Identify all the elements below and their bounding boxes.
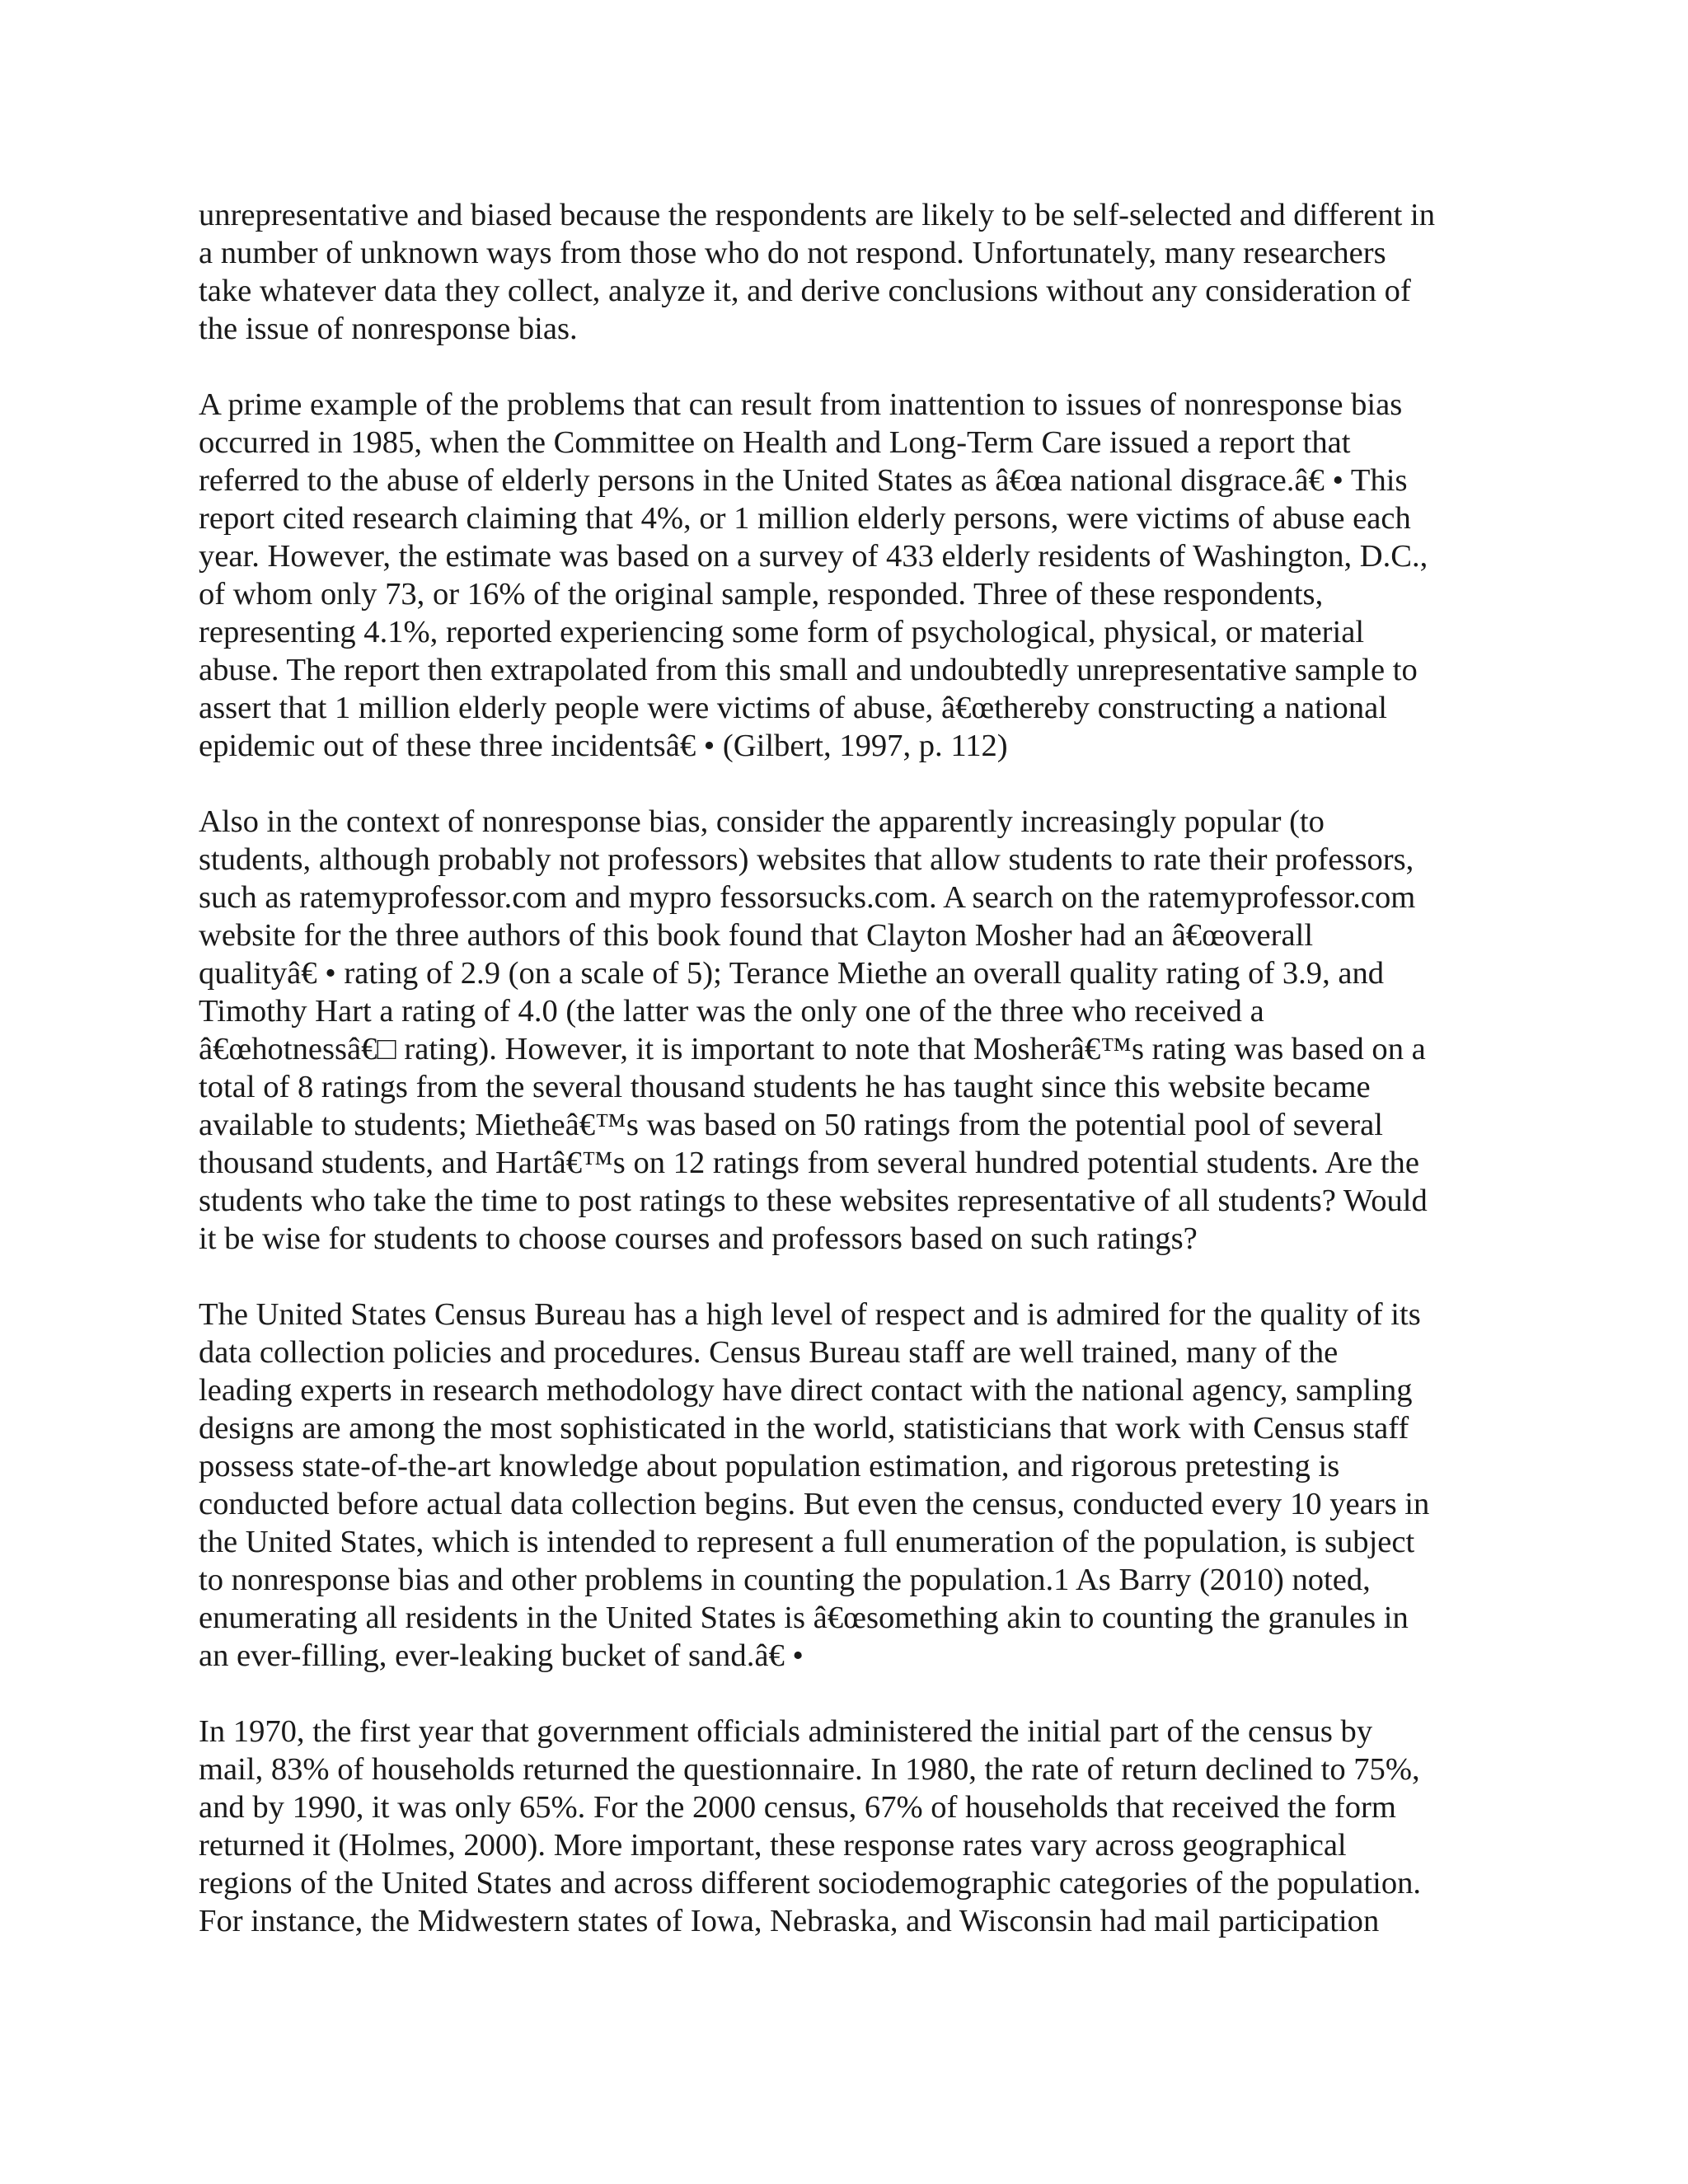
text-line: it be wise for students to choose courses and professors based on such ratings? [199, 1221, 1198, 1256]
text-line: website for the three authors of this book found that Clayton Mosher had an â€œoverall [199, 918, 1314, 953]
text-line: In 1970, the first year that government officials administered the initial part of the census by [199, 1714, 1373, 1749]
text-line: returned it (Holmes, 2000). More important, these response rates vary across geographical [199, 1828, 1347, 1863]
text-line: For instance, the Midwestern states of Iowa, Nebraska, and Wisconsin had mail participation [199, 1904, 1380, 1938]
text-line: abuse. The report then extrapolated from this small and undoubtedly unrepresentative sample to [199, 653, 1418, 687]
text-line: an ever-filling, ever-leaking bucket of sand.â€ • [199, 1638, 804, 1673]
text-line: possess state-of-the-art knowledge about population estimation, and rigorous pretesting is [199, 1449, 1340, 1483]
text-line: such as ratemyprofessor.com and mypro fessorsucks.com. A search on the ratemyprofessor.com [199, 880, 1416, 915]
text-line: year. However, the estimate was based on a survey of 433 elderly residents of Washington, D.C., [199, 539, 1428, 574]
text-line: a number of unknown ways from those who do not respond. Unfortunately, many researchers [199, 236, 1386, 270]
text-line: designs are among the most sophisticated in the world, statisticians that work with Census staff [199, 1411, 1409, 1446]
text-line: the United States, which is intended to represent a full enumeration of the population, is subject [199, 1525, 1415, 1559]
text-line: take whatever data they collect, analyze it, and derive conclusions without any consideration of [199, 274, 1411, 308]
text-line: qualityâ€ • rating of 2.9 (on a scale of 5); Terance Miethe an overall quality rating of 3.9, and [199, 956, 1385, 991]
text-line: Also in the context of nonresponse bias, consider the apparently increasingly popular (to [199, 804, 1325, 839]
text-line: students, although probably not professors) websites that allow students to rate their professors, [199, 842, 1414, 877]
paragraph-census-response-rates [199, 1713, 1491, 1940]
text-line: assert that 1 million elderly people were victims of abuse, â€œthereby constructing a national [199, 691, 1387, 725]
text-line: of whom only 73, or 16% of the original sample, responded. Three of these respondents, [199, 577, 1324, 612]
text-line: students who take the time to post ratings to these websites representative of all students? Would [199, 1183, 1428, 1218]
text-line: A prime example of the problems that can result from inattention to issues of nonresponse bias [199, 387, 1403, 422]
text-line: conducted before actual data collection begins. But even the census, conducted every 10 years in [199, 1487, 1430, 1521]
text-line: leading experts in research methodology have direct contact with the national agency, sampling [199, 1373, 1413, 1408]
text-line: representing 4.1%, reported experiencing some form of psychological, physical, or material [199, 615, 1365, 649]
text-line: and by 1990, it was only 65%. For the 2000 census, 67% of households that received the form [199, 1790, 1396, 1825]
text-line: Timothy Hart a rating of 4.0 (the latter was the only one of the three who received a [199, 994, 1264, 1029]
text-line: unrepresentative and biased because the respondents are likely to be self-selected and different in [199, 198, 1436, 232]
paragraph-elder-abuse-example [199, 386, 1491, 765]
text-line: referred to the abuse of elderly persons in the United States as â€œa national disgrace.â€ • This [199, 463, 1408, 498]
text-line: to nonresponse bias and other problems in counting the population.1 As Barry (2010) noted, [199, 1563, 1371, 1597]
text-line: available to students; Mietheâ€™s was based on 50 ratings from the potential pool of several [199, 1108, 1383, 1142]
text-line: thousand students, and Hartâ€™s on 12 ratings from several hundred potential students. Are the [199, 1146, 1419, 1180]
text-line: data collection policies and procedures. Census Bureau staff are well trained, many of the [199, 1335, 1339, 1370]
text-line: â€œhotnessâ€□ rating). However, it is important to note that Mosherâ€™s rating was based on a [199, 1032, 1426, 1066]
text-line: mail, 83% of households returned the questionnaire. In 1980, the rate of return declined to 75%, [199, 1752, 1420, 1787]
text-line: The United States Census Bureau has a high level of respect and is admired for the quality of its [199, 1297, 1421, 1332]
text-line: the issue of nonresponse bias. [199, 312, 578, 346]
paragraph-nonresponse-intro [199, 196, 1491, 348]
text-line: epidemic out of these three incidentsâ€ • (Gilbert, 1997, p. 112) [199, 729, 1008, 763]
text-line: occurred in 1985, when the Committee on Health and Long-Term Care issued a report that [199, 425, 1351, 460]
text-line: regions of the United States and across different sociodemographic categories of the population. [199, 1866, 1422, 1900]
paragraph-professor-ratings [199, 803, 1491, 1258]
text-line: total of 8 ratings from the several thousand students he has taught since this website became [199, 1070, 1371, 1104]
paragraph-census-bureau [199, 1296, 1491, 1675]
body-text [199, 196, 1491, 1940]
text-line: enumerating all residents in the United States is â€œsomething akin to counting the granules in [199, 1601, 1409, 1635]
text-line: report cited research claiming that 4%, or 1 million elderly persons, were victims of abuse each [199, 501, 1411, 536]
